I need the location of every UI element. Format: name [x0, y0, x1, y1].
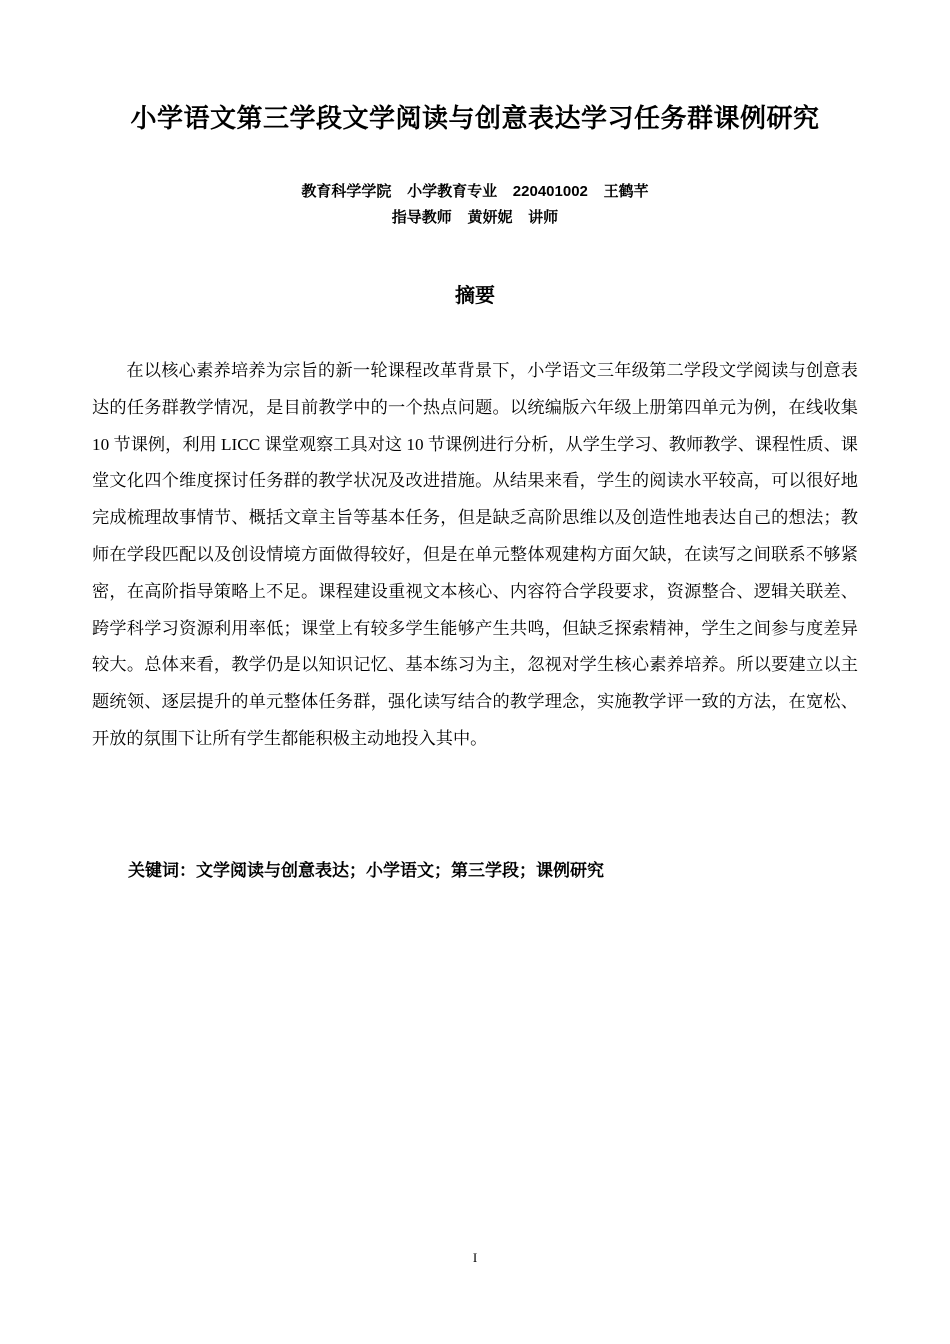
- advisor-label: 指导教师: [391, 208, 452, 226]
- keywords-text: 文学阅读与创意表达；小学语文；第三学段；课例研究: [196, 861, 604, 880]
- keywords-line: [128, 856, 604, 881]
- advisor-info: [0, 206, 950, 227]
- advisor-name: 黄妍妮: [467, 208, 513, 226]
- student-id: 220401002: [512, 183, 588, 200]
- author-info: [0, 180, 950, 201]
- major-name: 小学教育专业: [407, 182, 498, 200]
- abstract-body: 在以核心素养培养为宗旨的新一轮课程改革背景下，小学语文三年级第二学段文学阅读与创意表达的任务群教学情况，是目前教学中的一个热点问题。以统编版六年级上册第四单元为例，在线收集 10 节课例，利用 LICC 课堂观察工具对这 10 节课例进行分析，从学生学习、教师教学、课程性质、课堂文化四个维度探讨任务群的教学状况及改进措施。从结果来看，学生的阅读水平较高，可以很好地完成梳理故事情节、概括文章主旨等基本任务，但是缺乏高阶思维以及创造性地表达自己的想法；教师在学段匹配以及创设情境方面做得较好，但是在单元整体观建构方面欠缺，在读写之间联系不够紧密，在高阶指导策略上不足。课程建设重视文本核心、内容符合学段要求，资源整合、逻辑关联差、跨学科学习资源利用率低；课堂上有较多学生能够产生共鸣，但缺乏探索精神，学生之间参与度差异较大。总体来看，教学仍是以知识记忆、基本练习为主，忽视对学生核心素养培养。所以要建立以主题统领、逐层提升的单元整体任务群，强化读写结合的教学理念，实施教学评一致的方法，在宽松、开放的氛围下让所有学生都能积极主动地投入其中。: [92, 361, 858, 748]
- paper-title: 小学语文第三学段文学阅读与创意表达学习任务群课例研究: [130, 103, 820, 133]
- student-name: 王鹤芊: [603, 182, 649, 200]
- keywords-label: 关键词：: [128, 861, 196, 880]
- page-number: I: [472, 1250, 478, 1265]
- advisor-title: 讲师: [528, 208, 559, 226]
- abstract-heading: 摘要: [455, 285, 495, 307]
- college-name: 教育科学学院: [301, 182, 392, 200]
